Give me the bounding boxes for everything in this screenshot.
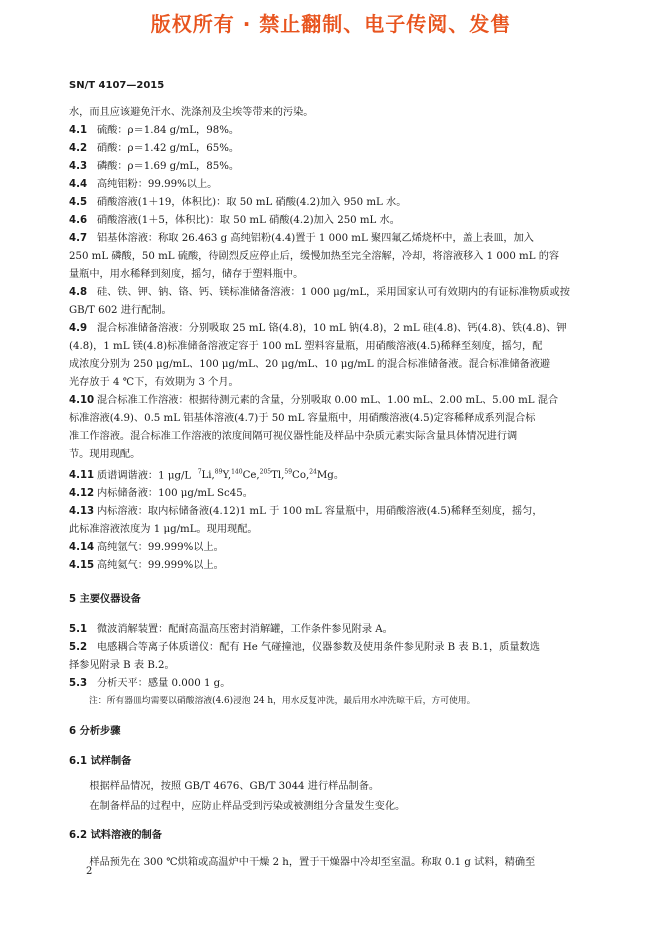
item-number: 5.2 — [69, 642, 88, 654]
paragraph: 根据样品情况，按照 GB/T 4676、GB/T 3044 进行样品制备。 — [89, 781, 380, 793]
item-number: 4.1 — [69, 125, 88, 136]
item-text: 硝酸：ρ＝1.42 g/mL，65%。 — [97, 143, 240, 154]
item-text: 硅、铁、钾、钠、铬、钙、镁标准储备溶液：1 000 μg/mL，采用国家认可有效期内的有证标准物质或按 — [97, 287, 570, 298]
document-body — [69, 104, 593, 873]
reagent-item-4-13 — [69, 503, 593, 539]
reagent-list — [69, 122, 593, 230]
item-number: 4.3 — [69, 161, 88, 172]
reagent-item — [69, 140, 593, 158]
item-continuation: GB/T 602 进行配制。 — [69, 305, 172, 316]
item-text: 内标溶液：取内标储备液(4.12)1 mL 于 100 mL 容量瓶中，用硝酸溶液(4.5)稀释至刻度，摇匀， — [97, 506, 543, 518]
subsection-heading: 6.1 试样制备 — [69, 756, 132, 768]
section-heading: 6 分析步骤 — [69, 726, 121, 738]
watermark: 版权所有 · 禁止翻制、电子传阅、发售 — [150, 12, 512, 36]
reagent-item-4-12 — [69, 485, 593, 503]
item-text: 微波消解装置：配耐高温高压密封消解罐，工作条件参见附录 A。 — [97, 624, 393, 636]
item-continuation: 节。现用现配。 — [69, 449, 141, 460]
item-text: 高纯氦气：99.999%以上。 — [97, 560, 224, 572]
item-continuation: 准工作溶液。混合标准工作溶液的浓度间隔可视仪器性能及样品中杂质元素实际含量具体情况进行调 — [69, 431, 518, 442]
reagent-item — [69, 176, 593, 194]
item-continuation: 250 mL 磷酸，50 mL 硫酸，待剧烈反应停止后，缓慢加热至完全溶解，冷却，将溶液移入 1 000 mL 的容 — [69, 251, 560, 262]
item-text: 电感耦合等离子体质谱仪：配有 He 气碰撞池，仪器参数及使用条件参见附录 B 表 B.1，质量数选 — [97, 642, 540, 654]
reagent-item — [69, 158, 593, 176]
note: 注：所有器皿均需要以硝酸溶液(4.6)浸泡 24 h，用水反复冲洗，最后用水冲洗晾干后，方可使用。 — [89, 696, 476, 707]
item-number: 4.8 — [69, 287, 88, 298]
reagent-item-4-14 — [69, 539, 593, 557]
item-continuation: 成浓度分别为 250 μg/mL、100 μg/mL、20 μg/mL、10 μg/mL 的混合标准储备液。混合标准储备液避 — [69, 359, 551, 370]
reagent-item-4-9 — [69, 320, 593, 392]
item-text: 磷酸：ρ＝1.69 g/mL，85%。 — [97, 161, 240, 172]
equipment-list — [69, 621, 593, 709]
reagent-item — [69, 212, 593, 230]
paragraph: 样品预先在 300 ℃烘箱或高温炉中干燥 2 h，置于干燥器中冷却至室温。称取 0.1 g 试料，精确至 — [89, 857, 536, 869]
item-number: 4.4 — [69, 179, 88, 190]
reagent-item-4-7 — [69, 230, 593, 284]
item-text: 质谱调谐液：1 μg/L — [97, 470, 192, 482]
item-number: 4.11 — [69, 470, 95, 482]
item-continuation: (4.8)，1 mL 镁(4.8)标准储备溶液定容于 100 mL 塑料容量瓶，用硝酸溶液(4.5)稀释至刻度，摇匀，配 — [69, 341, 543, 352]
item-continuation: 标准溶液(4.9)、0.5 mL 铝基体溶液(4.7)于 50 mL 容量瓶中，用硝酸溶液(4.5)定容稀释成系列混合标 — [69, 413, 536, 424]
isotope-list: $^7$Li,$^{89}$Y,$^{140}$Ce,$^{205}$Tl,$^{59}$Co,$^{24}$Mg。 — [197, 469, 345, 482]
item-continuation: 择参见附录 B 表 B.2。 — [69, 660, 175, 672]
reagent-item-4-15 — [69, 557, 593, 575]
section-heading: 5 主要仪器设备 — [69, 594, 141, 606]
item-continuation: 量瓶中，用水稀释到刻度，摇匀，储存于塑料瓶中。 — [69, 269, 304, 280]
reagent-item-4-8 — [69, 284, 593, 320]
reagent-item-4-10 — [69, 392, 593, 464]
subsection-heading: 6.2 试料溶液的制备 — [69, 830, 162, 842]
item-number: 4.12 — [69, 488, 95, 500]
item-text: 高纯铝粉：99.99%以上。 — [97, 179, 218, 190]
item-continuation: 此标准溶液浓度为 1 μg/mL。现用现配。 — [69, 524, 258, 536]
item-text: 混合标准工作溶液：根据待测元素的含量，分别吸取 0.00 mL、1.00 mL、2.00 mL、5.00 mL 混合 — [97, 395, 559, 406]
reagent-item — [69, 194, 593, 212]
item-text: 硝酸溶液(1＋19，体积比)：取 50 mL 硝酸(4.2)加入 950 mL 水。 — [97, 197, 407, 208]
item-number: 4.14 — [69, 542, 95, 554]
item-number: 4.15 — [69, 560, 95, 572]
intro-line: 水，而且应该避免汗水、洗涤剂及尘埃等带来的污染。 — [69, 107, 314, 118]
item-number: 4.6 — [69, 215, 88, 226]
item-number: 4.10 — [69, 395, 95, 406]
item-number: 4.13 — [69, 506, 95, 518]
paragraph: 在制备样品的过程中，应防止样品受到污染或被测组分含量发生变化。 — [89, 801, 406, 813]
item-number: 4.7 — [69, 233, 88, 244]
item-number: 5.3 — [69, 678, 88, 690]
item-number: 4.2 — [69, 143, 88, 154]
item-text: 硫酸：ρ＝1.84 g/mL，98%。 — [97, 125, 240, 136]
reagent-item — [69, 122, 593, 140]
item-text: 硝酸溶液(1＋5，体积比)：取 50 mL 硝酸(4.2)加入 250 mL 水。 — [97, 215, 400, 226]
reagent-item-4-11 — [69, 464, 593, 485]
item-text: 高纯氩气：99.999%以上。 — [97, 542, 224, 554]
item-continuation: 光存放于 4 ℃下，有效期为 3 个月。 — [69, 377, 239, 388]
item-number: 5.1 — [69, 624, 88, 636]
standard-code: SN/T 4107—2015 — [69, 80, 165, 91]
item-text: 铝基体溶液：称取 26.463 g 高纯铝粉(4.4)置于 1 000 mL 聚四氟乙烯烧杯中，盖上表皿，加入 — [97, 233, 534, 244]
item-text: 混合标准储备溶液：分别吸取 25 mL 铬(4.8)，10 mL 钠(4.8)，2 mL 硅(4.8)、钙(4.8)、铁(4.8)、钾 — [97, 323, 567, 334]
page-number: 2 — [86, 866, 93, 877]
item-text: 内标储备液：100 μg/mL Sc45。 — [97, 488, 253, 500]
item-text: 分析天平：感量 0.000 1 g。 — [97, 678, 231, 690]
item-number: 4.5 — [69, 197, 88, 208]
item-number: 4.9 — [69, 323, 88, 334]
